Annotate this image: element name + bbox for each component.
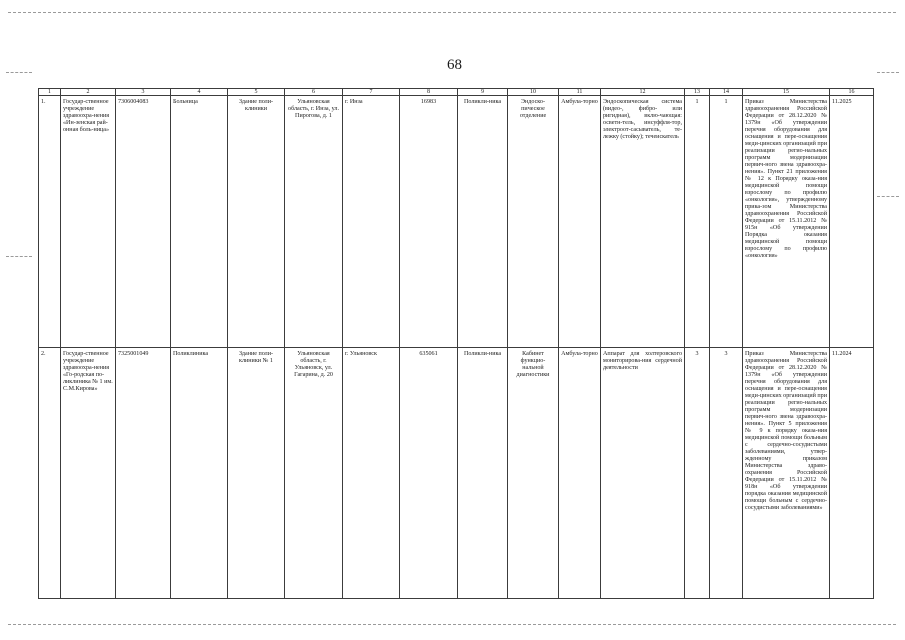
deadline: 11.2024 bbox=[830, 348, 874, 599]
city: г. Инза bbox=[343, 96, 400, 348]
col-num: 13 bbox=[685, 89, 710, 96]
legal-basis: Приказ Министерства здравоохранения Российской Федерации от 28.12.2020 № 1379н «Об утверждении перечня оборудования для оснащения и пере-оснащения меди-цинских организаций при реализации регио-нальных программ модернизации первич-ного звена здравоохра-нения». Пункт 21 приложения № 12 к Порядку оказа-ния медицинской помощи взрослому по профилю «онкология», утвержденному прика-зом Министерства здравоохранения Российской Федерации от 15.11.2012 № 915н «Об утверждении Порядка оказания медицинской помощи взрослому по профилю «онкология» bbox=[743, 96, 830, 348]
col-num: 15 bbox=[743, 89, 830, 96]
building: Здание поли-клиники № 1 bbox=[228, 348, 285, 599]
col-num: 14 bbox=[710, 89, 743, 96]
deadline: 11.2025 bbox=[830, 96, 874, 348]
row-number: 1. bbox=[39, 96, 61, 348]
code: 16983 bbox=[400, 96, 458, 348]
col-num: 16 bbox=[830, 89, 874, 96]
code: 635061 bbox=[400, 348, 458, 599]
col-num: 6 bbox=[285, 89, 343, 96]
scan-line-right-1 bbox=[877, 72, 899, 73]
row-number: 2. bbox=[39, 348, 61, 599]
col-num: 11 bbox=[559, 89, 601, 96]
equipment: Аппарат для холтеровского мониторирова-ния сердечной деятельности bbox=[601, 348, 685, 599]
quantity-1: 1 bbox=[685, 96, 710, 348]
equipment-register-table bbox=[38, 88, 874, 599]
unit-type: Поликли-ника bbox=[458, 348, 508, 599]
unit-type: Поликли-ника bbox=[458, 96, 508, 348]
inn: 7306004083 bbox=[116, 96, 171, 348]
col-num: 10 bbox=[508, 89, 559, 96]
equipment: Эндоскопическая система (видео-, фибро- или ригидная), вклю-чающая: осветн-тель, инсуффля-тор, электроот-сасыватель, те-лежку (стойку); течеискатель bbox=[601, 96, 685, 348]
col-num: 12 bbox=[601, 89, 685, 96]
quantity-2: 3 bbox=[710, 348, 743, 599]
scan-line-top bbox=[8, 12, 896, 13]
table-row bbox=[39, 96, 874, 348]
col-num: 4 bbox=[171, 89, 228, 96]
department: Эндоско-пическое отделение bbox=[508, 96, 559, 348]
scan-line-left-1 bbox=[6, 72, 32, 73]
col-num: 2 bbox=[61, 89, 116, 96]
col-num: 5 bbox=[228, 89, 285, 96]
organization: Государ-ственное учреждение здравоохра-нения «Ин-зенская рай-онная боль-ница» bbox=[61, 96, 116, 348]
legal-basis: Приказ Министерства здравоохранения Российской Федерации от 28.12.2020 № 1379н «Об утверждении перечня оборудования для оснащения и пере-оснащения меди-цинских организаций при реализации регио-нальных программ модернизации первич-ного звена здравоохра-нения». Пункт 5 приложения № 9 к порядку оказа-ния медицинской помощи больным с сердечно-сосудистыми заболеваниями, утвер-жденному приказом Министерства здраво-охранения Российской Федерации от 15.11.2012 № 918н «Об утверждении порядка оказания медицинской помощи больным с сердечно-сосудистыми заболеваниями» bbox=[743, 348, 830, 599]
care-mode: Амбула-торно bbox=[559, 96, 601, 348]
col-num: 8 bbox=[400, 89, 458, 96]
col-num: 7 bbox=[343, 89, 400, 96]
quantity-2: 1 bbox=[710, 96, 743, 348]
care-mode: Амбула-торно bbox=[559, 348, 601, 599]
scan-line-right-2 bbox=[877, 196, 899, 197]
col-num: 9 bbox=[458, 89, 508, 96]
address: Ульяновская область, г. Инза, ул. Пирогова, д. 1 bbox=[285, 96, 343, 348]
scan-line-bottom bbox=[8, 624, 896, 625]
col-num: 1 bbox=[39, 89, 61, 96]
col-num: 3 bbox=[116, 89, 171, 96]
organization: Государ-ственное учреждение здравоохра-нения «Го-родская по-ликлиника № 1 им. С.М.Кирова» bbox=[61, 348, 116, 599]
inn: 7325001049 bbox=[116, 348, 171, 599]
table-row bbox=[39, 348, 874, 599]
facility-type: Больница bbox=[171, 96, 228, 348]
city: г. Ульяновск bbox=[343, 348, 400, 599]
department: Кабинет функцио-нальной диагностики bbox=[508, 348, 559, 599]
facility-type: Поликлиника bbox=[171, 348, 228, 599]
address: Ульяновская область, г. Ульяновск, ул. Гагарина, д. 20 bbox=[285, 348, 343, 599]
quantity-1: 3 bbox=[685, 348, 710, 599]
page-number: 68 bbox=[447, 57, 462, 73]
scan-line-left-2 bbox=[6, 256, 32, 257]
column-number-row bbox=[39, 89, 874, 96]
building: Здание поли-клиники bbox=[228, 96, 285, 348]
